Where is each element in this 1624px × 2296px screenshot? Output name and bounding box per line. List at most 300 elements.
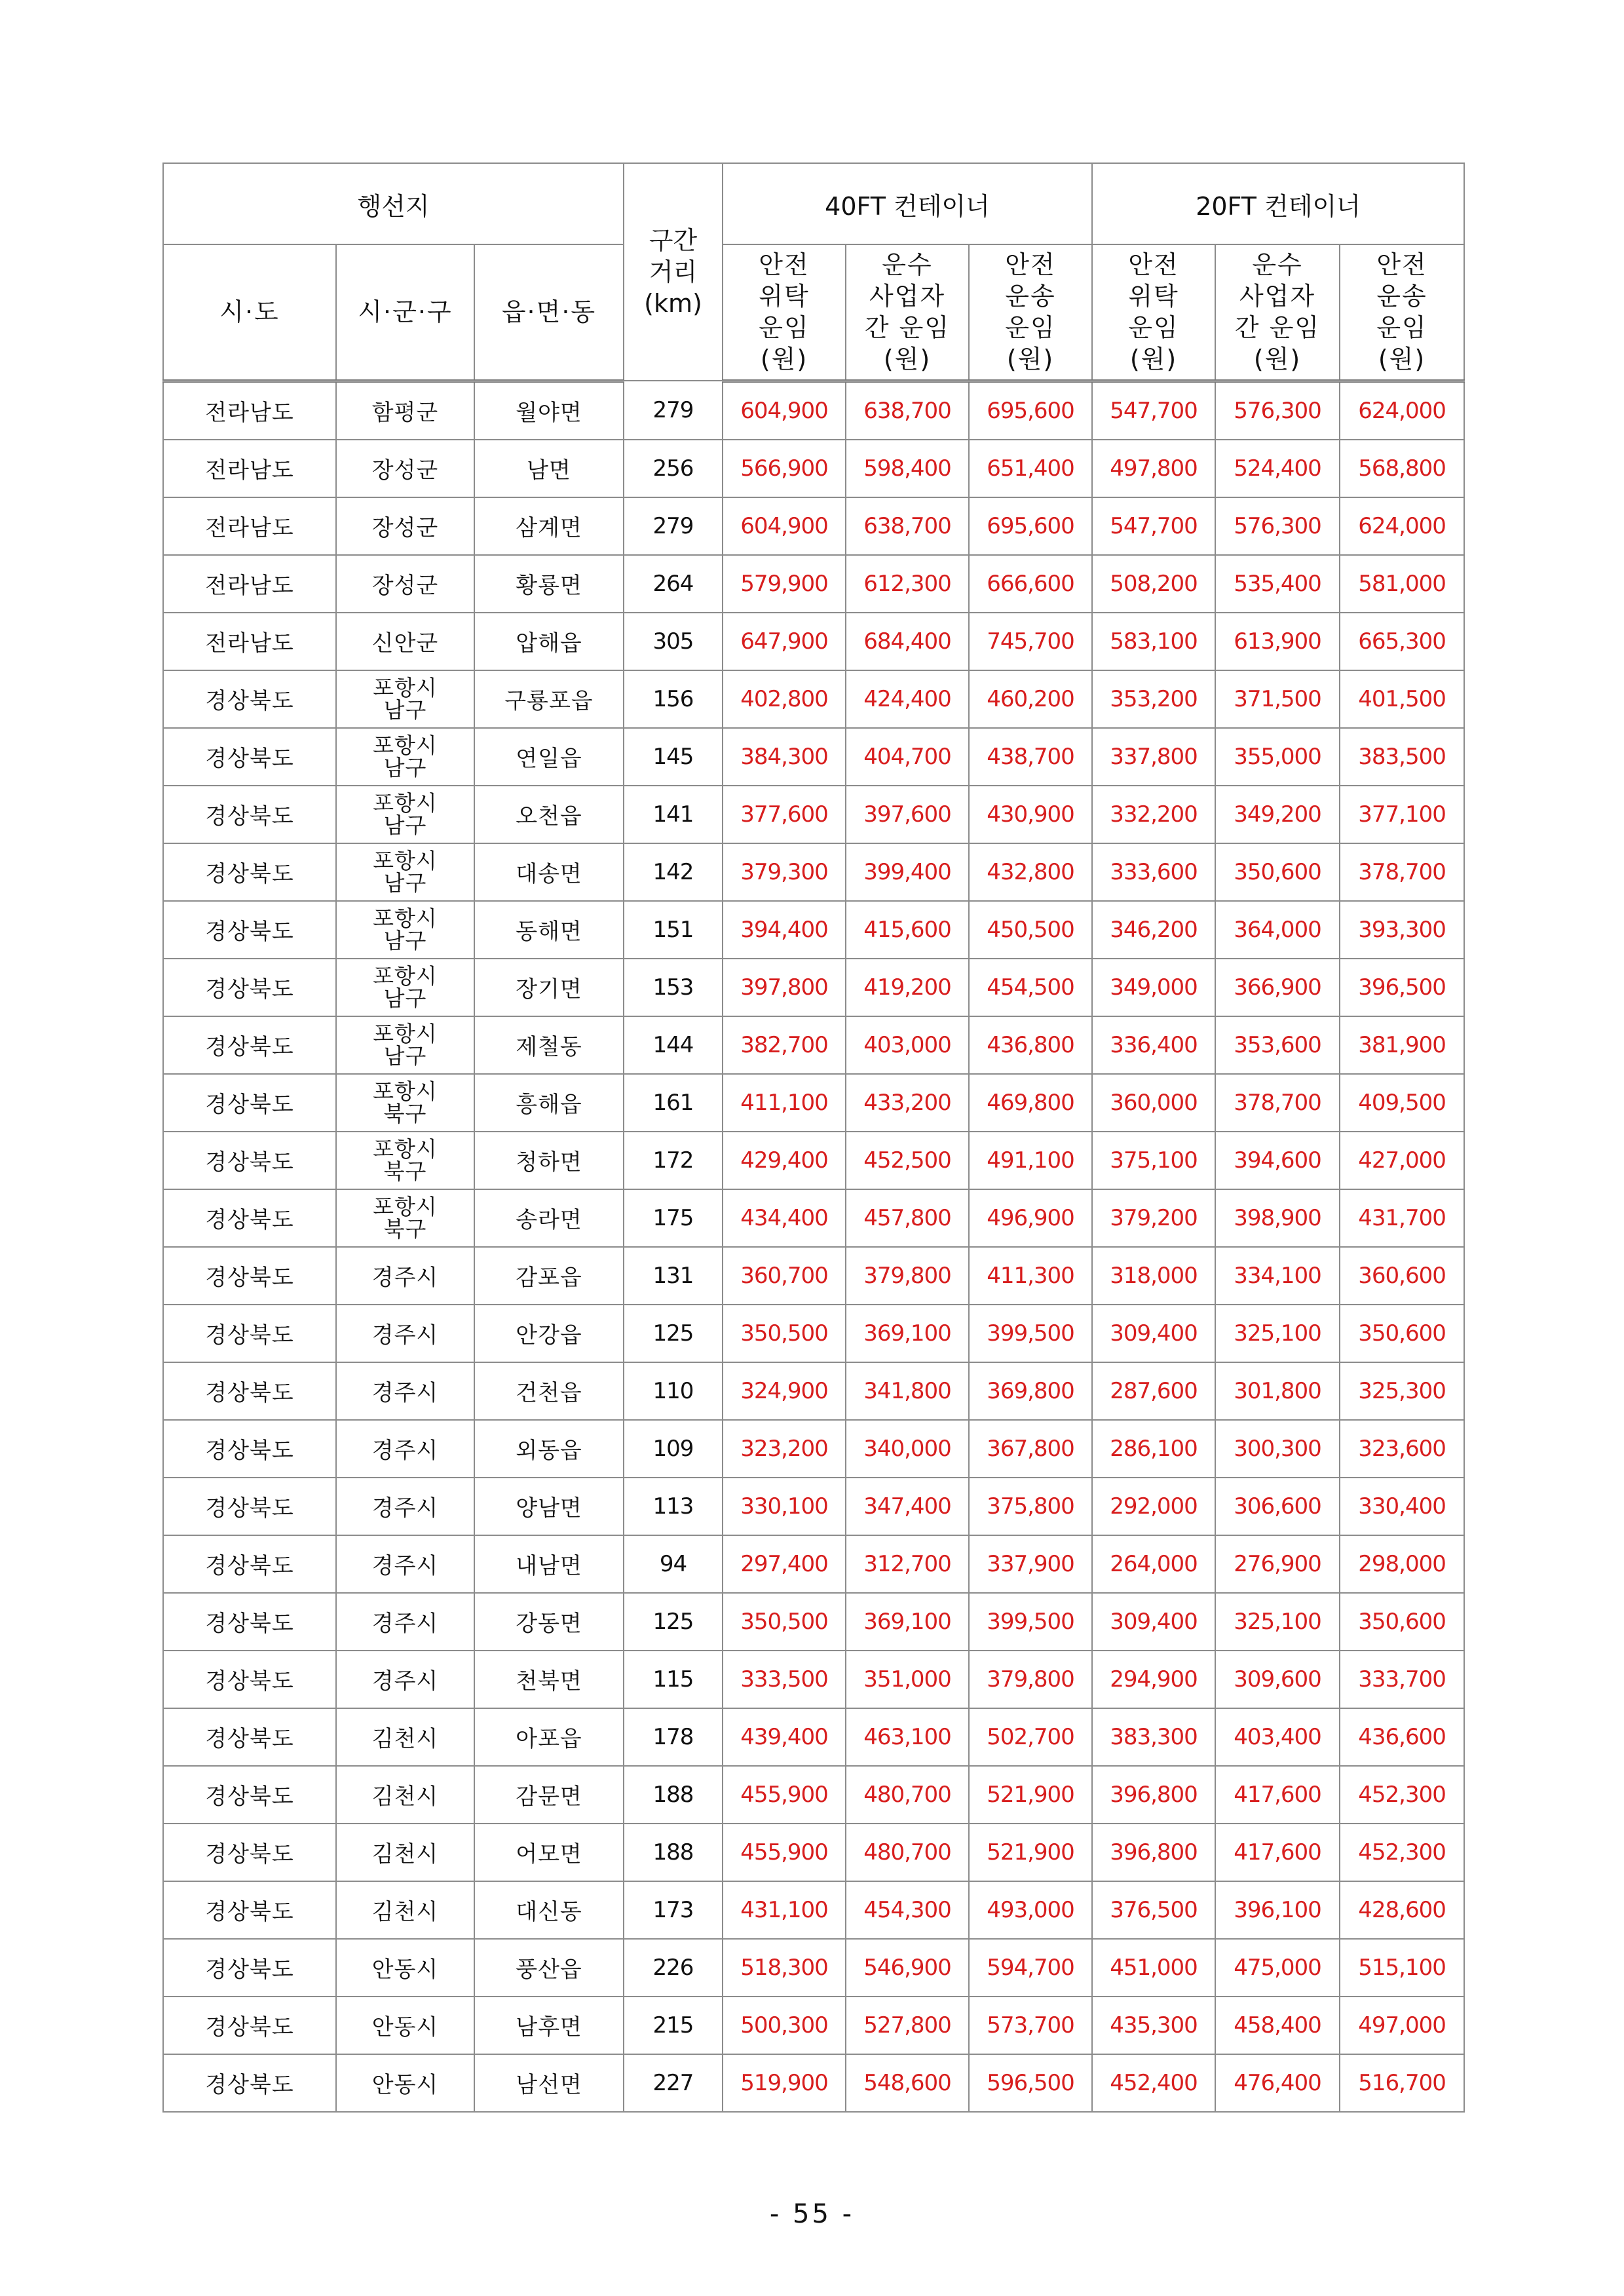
table-row: [163, 613, 1464, 670]
fare-20ft-cell: 396,800: [1092, 1824, 1215, 1881]
distance-cell: 156: [624, 670, 723, 728]
sido-cell: 경상북도: [163, 1708, 336, 1766]
table-row: [163, 959, 1464, 1016]
fare-20ft-cell: 323,600: [1340, 1420, 1464, 1478]
fare-40ft-cell: 638,700: [846, 381, 969, 440]
fare-40ft-cell: 399,400: [846, 843, 969, 901]
fare-40ft-cell: 369,100: [846, 1593, 969, 1651]
fare-20ft-cell: 309,400: [1092, 1305, 1215, 1362]
sigungu-cell: 포항시 남구: [336, 786, 474, 843]
table-row: [163, 1362, 1464, 1420]
sigungu-cell: 장성군: [336, 497, 474, 555]
sigungu-cell: 김천시: [336, 1766, 474, 1824]
table-row: [163, 1420, 1464, 1478]
sido-cell: 경상북도: [163, 1362, 336, 1420]
fare-20ft-cell: 350,600: [1215, 843, 1340, 901]
fare-20ft-cell: 349,000: [1092, 959, 1215, 1016]
distance-cell: 161: [624, 1074, 723, 1132]
sido-cell: 전라남도: [163, 381, 336, 440]
distance-cell: 110: [624, 1362, 723, 1420]
sigungu-cell: 경주시: [336, 1651, 474, 1708]
eupmyeondong-cell: 아포읍: [474, 1708, 624, 1766]
fare-40ft-cell: 403,000: [846, 1016, 969, 1074]
distance-cell: 172: [624, 1132, 723, 1189]
sido-cell: 경상북도: [163, 1535, 336, 1593]
fare-20ft-cell: 581,000: [1340, 555, 1464, 613]
sigungu-cell: 포항시 북구: [336, 1189, 474, 1247]
sido-cell: 경상북도: [163, 1824, 336, 1881]
fare-20ft-cell: 333,700: [1340, 1651, 1464, 1708]
fare-40ft-cell: 337,900: [969, 1535, 1092, 1593]
fare-40ft-cell: 430,900: [969, 786, 1092, 843]
fare-40ft-cell: 604,900: [723, 381, 846, 440]
header-eupmyeondong: 읍·면·동: [474, 244, 624, 381]
eupmyeondong-cell: 외동읍: [474, 1420, 624, 1478]
distance-cell: 141: [624, 786, 723, 843]
header-20ft-carrier-fare: 운수 사업자 간 운임 (원): [1215, 244, 1340, 381]
fare-40ft-cell: 480,700: [846, 1824, 969, 1881]
fare-40ft-cell: 350,500: [723, 1593, 846, 1651]
fare-20ft-cell: 376,500: [1092, 1881, 1215, 1939]
fare-20ft-cell: 377,100: [1340, 786, 1464, 843]
distance-cell: 125: [624, 1305, 723, 1362]
sigungu-cell: 경주시: [336, 1593, 474, 1651]
fare-40ft-cell: 493,000: [969, 1881, 1092, 1939]
fare-40ft-cell: 341,800: [846, 1362, 969, 1420]
fare-40ft-cell: 638,700: [846, 497, 969, 555]
fare-40ft-cell: 384,300: [723, 728, 846, 786]
fare-40ft-cell: 404,700: [846, 728, 969, 786]
table-row: [163, 728, 1464, 786]
fare-40ft-cell: 330,100: [723, 1478, 846, 1535]
sido-cell: 경상북도: [163, 2054, 336, 2112]
fare-20ft-cell: 452,300: [1340, 1824, 1464, 1881]
fare-20ft-cell: 409,500: [1340, 1074, 1464, 1132]
fare-40ft-cell: 424,400: [846, 670, 969, 728]
fare-20ft-cell: 375,100: [1092, 1132, 1215, 1189]
header-sido: 시·도: [163, 244, 336, 381]
fare-20ft-cell: 547,700: [1092, 497, 1215, 555]
fare-40ft-cell: 438,700: [969, 728, 1092, 786]
distance-cell: 151: [624, 901, 723, 959]
fare-40ft-cell: 350,500: [723, 1305, 846, 1362]
fare-20ft-cell: 524,400: [1215, 440, 1340, 497]
fare-20ft-cell: 292,000: [1092, 1478, 1215, 1535]
eupmyeondong-cell: 대송면: [474, 843, 624, 901]
table-row: [163, 1478, 1464, 1535]
sido-cell: 경상북도: [163, 786, 336, 843]
fare-20ft-cell: 403,400: [1215, 1708, 1340, 1766]
fare-40ft-cell: 604,900: [723, 497, 846, 555]
fare-20ft-cell: 624,000: [1340, 497, 1464, 555]
distance-cell: 175: [624, 1189, 723, 1247]
fare-40ft-cell: 399,500: [969, 1305, 1092, 1362]
fare-20ft-cell: 309,600: [1215, 1651, 1340, 1708]
sigungu-cell: 포항시 북구: [336, 1132, 474, 1189]
fare-20ft-cell: 508,200: [1092, 555, 1215, 613]
fare-20ft-cell: 360,000: [1092, 1074, 1215, 1132]
fare-40ft-cell: 379,800: [846, 1247, 969, 1305]
fare-20ft-cell: 364,000: [1215, 901, 1340, 959]
header-20ft-safety-transport-fare: 안전 운송 운임 (원): [1340, 244, 1464, 381]
fare-20ft-cell: 476,400: [1215, 2054, 1340, 2112]
fare-40ft-cell: 612,300: [846, 555, 969, 613]
fare-20ft-cell: 613,900: [1215, 613, 1340, 670]
fare-40ft-cell: 394,400: [723, 901, 846, 959]
fare-40ft-cell: 324,900: [723, 1362, 846, 1420]
fare-40ft-cell: 397,600: [846, 786, 969, 843]
sigungu-cell: 경주시: [336, 1535, 474, 1593]
fare-40ft-cell: 455,900: [723, 1824, 846, 1881]
fare-20ft-cell: 325,300: [1340, 1362, 1464, 1420]
fare-40ft-cell: 496,900: [969, 1189, 1092, 1247]
fare-40ft-cell: 502,700: [969, 1708, 1092, 1766]
eupmyeondong-cell: 양남면: [474, 1478, 624, 1535]
fare-20ft-cell: 624,000: [1340, 381, 1464, 440]
fare-40ft-cell: 411,100: [723, 1074, 846, 1132]
sido-cell: 경상북도: [163, 1997, 336, 2054]
fare-20ft-cell: 300,300: [1215, 1420, 1340, 1478]
sigungu-cell: 김천시: [336, 1824, 474, 1881]
sigungu-cell: 경주시: [336, 1247, 474, 1305]
fare-20ft-cell: 337,800: [1092, 728, 1215, 786]
sigungu-cell: 포항시 남구: [336, 670, 474, 728]
eupmyeondong-cell: 안강읍: [474, 1305, 624, 1362]
table-row: [163, 440, 1464, 497]
distance-cell: 153: [624, 959, 723, 1016]
sido-cell: 경상북도: [163, 1939, 336, 1997]
header-40ft-safety-transport-fare: 안전 운송 운임 (원): [969, 244, 1092, 381]
fare-40ft-cell: 695,600: [969, 381, 1092, 440]
sido-cell: 경상북도: [163, 1881, 336, 1939]
fare-40ft-cell: 573,700: [969, 1997, 1092, 2054]
fare-40ft-cell: 460,200: [969, 670, 1092, 728]
fare-20ft-cell: 394,600: [1215, 1132, 1340, 1189]
table-row: [163, 1824, 1464, 1881]
sigungu-cell: 포항시 남구: [336, 959, 474, 1016]
fare-20ft-cell: 346,200: [1092, 901, 1215, 959]
header-sigungu: 시·군·구: [336, 244, 474, 381]
fare-20ft-cell: 301,800: [1215, 1362, 1340, 1420]
fare-40ft-cell: 594,700: [969, 1939, 1092, 1997]
fare-20ft-cell: 383,300: [1092, 1708, 1215, 1766]
distance-cell: 188: [624, 1824, 723, 1881]
fare-40ft-cell: 480,700: [846, 1766, 969, 1824]
fare-40ft-cell: 684,400: [846, 613, 969, 670]
fare-20ft-cell: 458,400: [1215, 1997, 1340, 2054]
fare-20ft-cell: 431,700: [1340, 1189, 1464, 1247]
header-destination: 행선지: [163, 163, 624, 244]
table-row: [163, 786, 1464, 843]
fare-40ft-cell: 454,500: [969, 959, 1092, 1016]
fare-table-body: [163, 381, 1464, 2112]
table-row: [163, 1247, 1464, 1305]
fare-20ft-cell: 393,300: [1340, 901, 1464, 959]
eupmyeondong-cell: 제철동: [474, 1016, 624, 1074]
fare-40ft-cell: 432,800: [969, 843, 1092, 901]
fare-20ft-cell: 665,300: [1340, 613, 1464, 670]
fare-40ft-cell: 382,700: [723, 1016, 846, 1074]
fare-40ft-cell: 347,400: [846, 1478, 969, 1535]
sido-cell: 전라남도: [163, 497, 336, 555]
eupmyeondong-cell: 삼계면: [474, 497, 624, 555]
distance-cell: 215: [624, 1997, 723, 2054]
fare-40ft-cell: 463,100: [846, 1708, 969, 1766]
sigungu-cell: 경주시: [336, 1420, 474, 1478]
table-row: [163, 843, 1464, 901]
distance-cell: 145: [624, 728, 723, 786]
header-distance: 구간 거리 (km): [624, 163, 723, 381]
eupmyeondong-cell: 동해면: [474, 901, 624, 959]
sigungu-cell: 포항시 남구: [336, 843, 474, 901]
table-row: [163, 670, 1464, 728]
eupmyeondong-cell: 장기면: [474, 959, 624, 1016]
fare-20ft-cell: 287,600: [1092, 1362, 1215, 1420]
fare-20ft-cell: 378,700: [1215, 1074, 1340, 1132]
sido-cell: 경상북도: [163, 843, 336, 901]
sigungu-cell: 포항시 남구: [336, 728, 474, 786]
fare-20ft-cell: 366,900: [1215, 959, 1340, 1016]
table-row: [163, 2054, 1464, 2112]
eupmyeondong-cell: 오천읍: [474, 786, 624, 843]
fare-20ft-cell: 353,600: [1215, 1016, 1340, 1074]
fare-40ft-cell: 455,900: [723, 1766, 846, 1824]
table-row: [163, 1593, 1464, 1651]
sigungu-cell: 장성군: [336, 555, 474, 613]
fare-20ft-cell: 452,300: [1340, 1766, 1464, 1824]
header-40ft-safety-consign-fare: 안전 위탁 운임 (원): [723, 244, 846, 381]
fare-40ft-cell: 369,100: [846, 1305, 969, 1362]
distance-cell: 109: [624, 1420, 723, 1478]
sido-cell: 경상북도: [163, 728, 336, 786]
eupmyeondong-cell: 대신동: [474, 1881, 624, 1939]
fare-40ft-cell: 433,200: [846, 1074, 969, 1132]
distance-cell: 142: [624, 843, 723, 901]
distance-cell: 115: [624, 1651, 723, 1708]
fare-20ft-cell: 276,900: [1215, 1535, 1340, 1593]
sigungu-cell: 신안군: [336, 613, 474, 670]
sigungu-cell: 안동시: [336, 1939, 474, 1997]
fare-40ft-cell: 367,800: [969, 1420, 1092, 1478]
sigungu-cell: 안동시: [336, 1997, 474, 2054]
fare-40ft-cell: 666,600: [969, 555, 1092, 613]
eupmyeondong-cell: 청하면: [474, 1132, 624, 1189]
fare-20ft-cell: 306,600: [1215, 1478, 1340, 1535]
sido-cell: 경상북도: [163, 1074, 336, 1132]
fare-40ft-cell: 566,900: [723, 440, 846, 497]
fare-20ft-cell: 360,600: [1340, 1247, 1464, 1305]
eupmyeondong-cell: 월야면: [474, 381, 624, 440]
fare-40ft-cell: 457,800: [846, 1189, 969, 1247]
fare-20ft-cell: 371,500: [1215, 670, 1340, 728]
fare-20ft-cell: 334,100: [1215, 1247, 1340, 1305]
sido-cell: 경상북도: [163, 1132, 336, 1189]
fare-40ft-cell: 596,500: [969, 2054, 1092, 2112]
fare-20ft-cell: 294,900: [1092, 1651, 1215, 1708]
eupmyeondong-cell: 흥해읍: [474, 1074, 624, 1132]
fare-40ft-cell: 454,300: [846, 1881, 969, 1939]
fare-20ft-cell: 355,000: [1215, 728, 1340, 786]
table-row: [163, 1766, 1464, 1824]
fare-20ft-cell: 325,100: [1215, 1593, 1340, 1651]
fare-40ft-cell: 469,800: [969, 1074, 1092, 1132]
fare-40ft-cell: 452,500: [846, 1132, 969, 1189]
sigungu-cell: 안동시: [336, 2054, 474, 2112]
fare-40ft-cell: 312,700: [846, 1535, 969, 1593]
fare-40ft-cell: 379,300: [723, 843, 846, 901]
fare-40ft-cell: 419,200: [846, 959, 969, 1016]
sido-cell: 경상북도: [163, 901, 336, 959]
table-row: [163, 1535, 1464, 1593]
fare-20ft-cell: 318,000: [1092, 1247, 1215, 1305]
sido-cell: 경상북도: [163, 1247, 336, 1305]
fare-40ft-cell: 521,900: [969, 1766, 1092, 1824]
eupmyeondong-cell: 감포읍: [474, 1247, 624, 1305]
table-row: [163, 1016, 1464, 1074]
fare-40ft-cell: 377,600: [723, 786, 846, 843]
sido-cell: 경상북도: [163, 1016, 336, 1074]
fare-20ft-cell: 350,600: [1340, 1305, 1464, 1362]
fare-20ft-cell: 336,400: [1092, 1016, 1215, 1074]
eupmyeondong-cell: 송라면: [474, 1189, 624, 1247]
fare-40ft-cell: 695,600: [969, 497, 1092, 555]
fare-20ft-cell: 398,900: [1215, 1189, 1340, 1247]
fare-20ft-cell: 396,100: [1215, 1881, 1340, 1939]
fare-20ft-cell: 325,100: [1215, 1305, 1340, 1362]
sigungu-cell: 김천시: [336, 1881, 474, 1939]
fare-20ft-cell: 298,000: [1340, 1535, 1464, 1593]
fare-40ft-cell: 340,000: [846, 1420, 969, 1478]
fare-20ft-cell: 497,800: [1092, 440, 1215, 497]
distance-cell: 94: [624, 1535, 723, 1593]
fare-20ft-cell: 330,400: [1340, 1478, 1464, 1535]
fare-40ft-cell: 598,400: [846, 440, 969, 497]
eupmyeondong-cell: 압해읍: [474, 613, 624, 670]
header-20ft-container: 20FT 컨테이너: [1092, 163, 1464, 244]
fare-20ft-cell: 568,800: [1340, 440, 1464, 497]
sido-cell: 경상북도: [163, 1420, 336, 1478]
fare-40ft-cell: 647,900: [723, 613, 846, 670]
table-row: [163, 1881, 1464, 1939]
fare-40ft-cell: 411,300: [969, 1247, 1092, 1305]
fare-40ft-cell: 415,600: [846, 901, 969, 959]
distance-cell: 131: [624, 1247, 723, 1305]
fare-20ft-cell: 349,200: [1215, 786, 1340, 843]
fare-40ft-cell: 429,400: [723, 1132, 846, 1189]
fare-40ft-cell: 548,600: [846, 2054, 969, 2112]
fare-20ft-cell: 396,800: [1092, 1766, 1215, 1824]
fare-20ft-cell: 333,600: [1092, 843, 1215, 901]
table-row: [163, 555, 1464, 613]
sido-cell: 경상북도: [163, 1766, 336, 1824]
eupmyeondong-cell: 천북면: [474, 1651, 624, 1708]
fare-40ft-cell: 360,700: [723, 1247, 846, 1305]
distance-cell: 144: [624, 1016, 723, 1074]
fare-40ft-cell: 397,800: [723, 959, 846, 1016]
sigungu-cell: 포항시 남구: [336, 1016, 474, 1074]
table-row: [163, 1997, 1464, 2054]
sido-cell: 경상북도: [163, 1478, 336, 1535]
fare-40ft-cell: 439,400: [723, 1708, 846, 1766]
fare-40ft-cell: 745,700: [969, 613, 1092, 670]
sido-cell: 전라남도: [163, 613, 336, 670]
sido-cell: 경상북도: [163, 1593, 336, 1651]
distance-cell: 279: [624, 381, 723, 440]
header-40ft-carrier-fare: 운수 사업자 간 운임 (원): [846, 244, 969, 381]
distance-cell: 305: [624, 613, 723, 670]
eupmyeondong-cell: 풍산읍: [474, 1939, 624, 1997]
fare-20ft-cell: 451,000: [1092, 1939, 1215, 1997]
fare-20ft-cell: 332,200: [1092, 786, 1215, 843]
fare-40ft-cell: 379,800: [969, 1651, 1092, 1708]
eupmyeondong-cell: 건천읍: [474, 1362, 624, 1420]
sido-cell: 경상북도: [163, 1651, 336, 1708]
eupmyeondong-cell: 황룡면: [474, 555, 624, 613]
table-row: [163, 1132, 1464, 1189]
fare-40ft-cell: 546,900: [846, 1939, 969, 1997]
fare-40ft-cell: 500,300: [723, 1997, 846, 2054]
fare-20ft-cell: 379,200: [1092, 1189, 1215, 1247]
distance-cell: 188: [624, 1766, 723, 1824]
fare-40ft-cell: 399,500: [969, 1593, 1092, 1651]
fare-20ft-cell: 576,300: [1215, 381, 1340, 440]
sigungu-cell: 경주시: [336, 1305, 474, 1362]
sido-cell: 전라남도: [163, 440, 336, 497]
fare-20ft-cell: 309,400: [1092, 1593, 1215, 1651]
fare-20ft-cell: 547,700: [1092, 381, 1215, 440]
fare-20ft-cell: 583,100: [1092, 613, 1215, 670]
fare-20ft-cell: 535,400: [1215, 555, 1340, 613]
eupmyeondong-cell: 연일읍: [474, 728, 624, 786]
table-row: [163, 1074, 1464, 1132]
distance-cell: 256: [624, 440, 723, 497]
table-row: [163, 1189, 1464, 1247]
fare-40ft-cell: 431,100: [723, 1881, 846, 1939]
fare-40ft-cell: 375,800: [969, 1478, 1092, 1535]
sido-cell: 전라남도: [163, 555, 336, 613]
table-row: [163, 497, 1464, 555]
fare-40ft-cell: 436,800: [969, 1016, 1092, 1074]
fare-40ft-cell: 434,400: [723, 1189, 846, 1247]
fare-table: [162, 163, 1465, 2113]
fare-40ft-cell: 351,000: [846, 1651, 969, 1708]
fare-20ft-cell: 264,000: [1092, 1535, 1215, 1593]
sido-cell: 경상북도: [163, 1305, 336, 1362]
distance-cell: 227: [624, 2054, 723, 2112]
sido-cell: 경상북도: [163, 670, 336, 728]
fare-40ft-cell: 518,300: [723, 1939, 846, 1997]
sigungu-cell: 장성군: [336, 440, 474, 497]
header-40ft-container: 40FT 컨테이너: [723, 163, 1092, 244]
fare-40ft-cell: 297,400: [723, 1535, 846, 1593]
fare-40ft-cell: 651,400: [969, 440, 1092, 497]
table-row: [163, 1708, 1464, 1766]
fare-40ft-cell: 521,900: [969, 1824, 1092, 1881]
fare-20ft-cell: 436,600: [1340, 1708, 1464, 1766]
fare-40ft-cell: 333,500: [723, 1651, 846, 1708]
fare-20ft-cell: 435,300: [1092, 1997, 1215, 2054]
eupmyeondong-cell: 구룡포읍: [474, 670, 624, 728]
sigungu-cell: 함평군: [336, 381, 474, 440]
distance-cell: 279: [624, 497, 723, 555]
distance-cell: 226: [624, 1939, 723, 1997]
fare-40ft-cell: 491,100: [969, 1132, 1092, 1189]
page-number: - 55 -: [769, 2199, 855, 2229]
eupmyeondong-cell: 어모면: [474, 1824, 624, 1881]
distance-cell: 264: [624, 555, 723, 613]
fare-20ft-cell: 417,600: [1215, 1824, 1340, 1881]
fare-40ft-cell: 369,800: [969, 1362, 1092, 1420]
